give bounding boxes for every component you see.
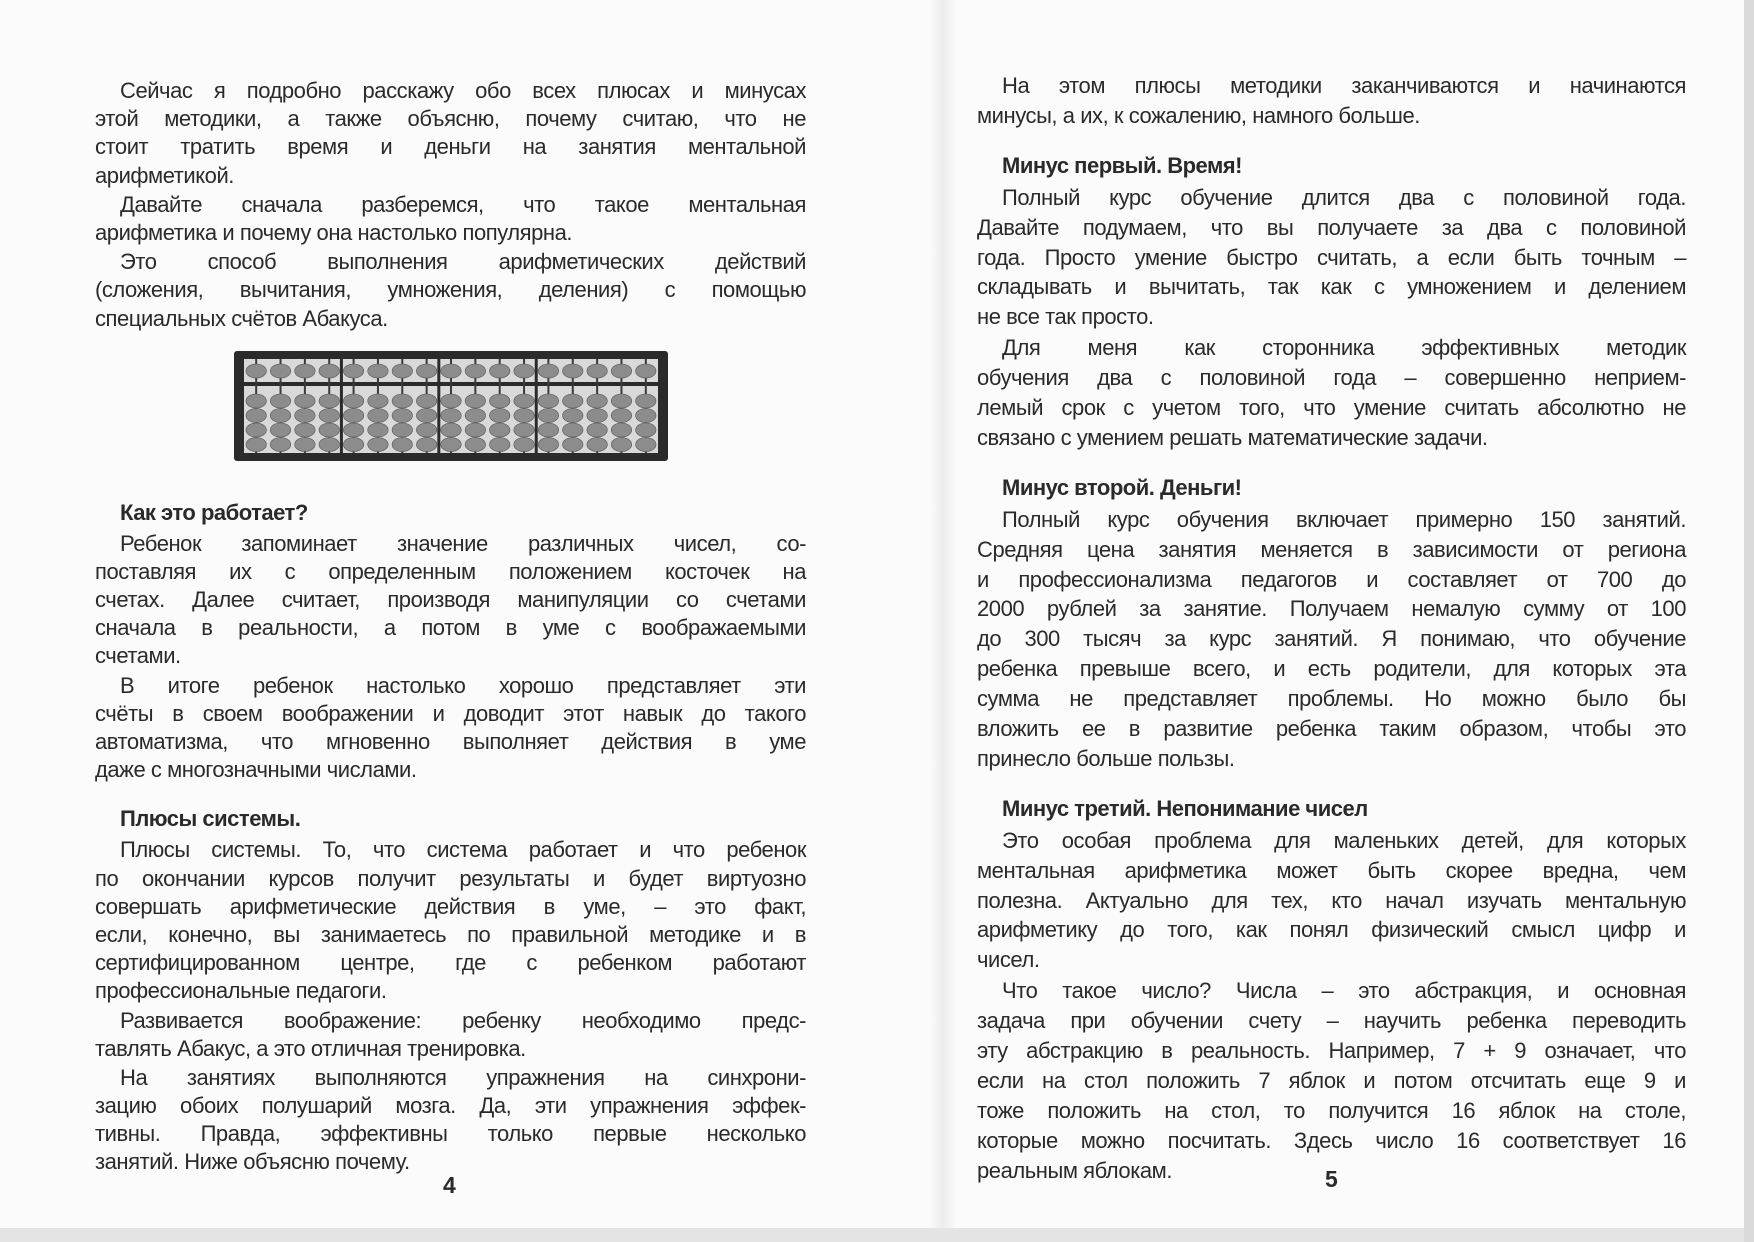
- text-line: сертифицированном центре, где с ребенком работают: [95, 950, 806, 976]
- text-line: Средняя цена занятия меняется в зависимости от региона: [977, 536, 1686, 562]
- text-line: ребенка превыше всего, и есть родители, для которых эта: [977, 656, 1686, 682]
- text-line: если, конечно, вы занимаетесь по правильной методике и в: [95, 921, 806, 947]
- text-line: года. Просто умение быстро считать, а если быть точным –: [977, 244, 1686, 270]
- paragraph: [95, 530, 806, 671]
- abacus-bead: [295, 394, 315, 408]
- abacus-bead: [465, 394, 485, 408]
- abacus-bead: [514, 423, 534, 437]
- abacus-bead: [270, 394, 290, 408]
- text-line: полезна. Актуально для тех, кто начал изучать ментальную: [977, 887, 1686, 913]
- abacus-bead: [343, 364, 363, 378]
- abacus-bead: [392, 423, 412, 437]
- abacus-divider: [437, 359, 440, 453]
- text-line: Для меня как сторонника эффективных методик: [1002, 335, 1686, 361]
- text-line: лемый срок с учетом того, что умение считать абсолютно не: [977, 395, 1686, 421]
- text-line: Ребенок запоминает значение различных чисел, со-: [120, 530, 806, 556]
- text-line: (сложения, вычитания, умножения, деления) с помощью: [95, 277, 806, 303]
- abacus-bead: [465, 364, 485, 378]
- paragraph: [977, 976, 1686, 1185]
- text-line: Развивается воображение: ребенку необходимо предс-: [120, 1007, 806, 1033]
- abacus-bead: [489, 394, 509, 408]
- abacus-bead: [295, 437, 315, 451]
- text-line: складывать и вычитать, так как с умножением и делением: [977, 274, 1686, 300]
- book-gutter: [930, 0, 956, 1242]
- page-edge: [1744, 0, 1754, 1242]
- paragraph: [95, 1007, 806, 1063]
- abacus-bead: [392, 394, 412, 408]
- abacus-bead: [611, 423, 631, 437]
- abacus-bead: [392, 364, 412, 378]
- text-line: до 300 тысяч за курс занятий. Я понимаю, что обучение: [977, 626, 1686, 652]
- text-line: счетами.: [95, 643, 181, 669]
- text-line: задача при обучении счету – научить ребенка переводить: [977, 1008, 1686, 1034]
- text-line: зацию обоих полушарий мозга. Да, эти упражнения эффек-: [95, 1093, 806, 1119]
- abacus-bead: [611, 408, 631, 422]
- abacus-bead: [295, 423, 315, 437]
- text-line: ментальная арифметика может быть скорее вредна, чем: [977, 857, 1686, 883]
- abacus-bead: [392, 408, 412, 422]
- abacus-bead: [270, 423, 290, 437]
- abacus-bead: [636, 423, 656, 437]
- abacus-bead: [441, 394, 461, 408]
- text-line: профессиональные педагоги.: [95, 978, 387, 1004]
- abacus-bead: [563, 437, 583, 451]
- text-line: этой методики, а также объясню, почему считаю, что не: [95, 106, 806, 132]
- abacus-bead: [343, 423, 363, 437]
- abacus-bead: [295, 408, 315, 422]
- abacus-bead: [489, 423, 509, 437]
- abacus-bead: [563, 364, 583, 378]
- text-line: арифметику до того, как понял физический смысл цифр и: [977, 917, 1686, 943]
- section-heading: Как это работает?: [120, 499, 308, 525]
- abacus-bead: [246, 394, 266, 408]
- abacus-bead: [392, 437, 412, 451]
- abacus-bead: [611, 437, 631, 451]
- text-line: тоже положить на стол, то получится 16 яблок на столе,: [977, 1097, 1686, 1123]
- text-line: эту абстракцию в реальность. Например, 7 + 9 означает, что: [977, 1038, 1686, 1064]
- text-line: чисел.: [977, 947, 1040, 973]
- text-line: тавлять Абакус, а это отличная тренировка.: [95, 1035, 526, 1061]
- text-line: занятий. Ниже объясню почему.: [95, 1149, 410, 1175]
- abacus-bead: [611, 394, 631, 408]
- paragraph: [95, 248, 806, 333]
- abacus-bead: [441, 437, 461, 451]
- abacus-bead: [319, 423, 339, 437]
- abacus-bead: [368, 437, 388, 451]
- text-line: реальным яблокам.: [977, 1157, 1172, 1183]
- abacus-image: [232, 349, 670, 463]
- text-line: счетах. Далее считает, производя манипуляции со счетами: [95, 587, 806, 613]
- text-line: арифметика и почему она настолько популярна.: [95, 219, 573, 245]
- text-line: Полный курс обучение длится два с половиной года.: [1002, 184, 1686, 210]
- page-left: [95, 76, 806, 1177]
- abacus-bead: [538, 408, 558, 422]
- abacus-bead: [319, 437, 339, 451]
- abacus-bead: [489, 437, 509, 451]
- abacus-bead: [368, 423, 388, 437]
- abacus-bead: [514, 394, 534, 408]
- abacus-bead: [611, 364, 631, 378]
- paragraph: [95, 1064, 806, 1177]
- paragraph: [977, 183, 1686, 332]
- text-line: принесло больше пользы.: [977, 745, 1235, 771]
- abacus-bead: [465, 408, 485, 422]
- text-line: арифметикой.: [95, 162, 234, 188]
- text-line: Что такое число? Числа – это абстракция, и основная: [1002, 978, 1686, 1004]
- abacus-bead: [465, 423, 485, 437]
- abacus-bead: [319, 394, 339, 408]
- paragraph: [977, 71, 1686, 131]
- abacus-bead: [514, 364, 534, 378]
- text-line: Это способ выполнения арифметических действий: [120, 249, 806, 275]
- abacus-bead: [416, 408, 436, 422]
- text-line: Полный курс обучения включает примерно 150 занятий.: [1002, 506, 1686, 532]
- text-line: если на стол положить 7 яблок и потом отсчитать еще 9 и: [977, 1067, 1686, 1093]
- abacus-bead: [587, 394, 607, 408]
- abacus-bead: [270, 364, 290, 378]
- abacus-bead: [295, 364, 315, 378]
- section-heading: Плюсы системы.: [120, 806, 301, 832]
- abacus-bead: [489, 364, 509, 378]
- text-line: совершать арифметические действия в уме, – это факт,: [95, 893, 806, 919]
- text-line: поставляя их с определенным положением косточек на: [95, 558, 806, 584]
- text-line: вложить ее в развитие ребенка таким образом, чтобы это: [977, 716, 1686, 742]
- text-line: и профессионализма педагогов и составляет от 700 до: [977, 566, 1686, 592]
- abacus-bead: [538, 394, 558, 408]
- abacus-bead: [587, 408, 607, 422]
- abacus-bead: [416, 423, 436, 437]
- abacus-bead: [636, 437, 656, 451]
- abacus-bead: [246, 364, 266, 378]
- abacus-bead: [343, 437, 363, 451]
- abacus-bead: [636, 364, 656, 378]
- text-line: связано с умением решать математические задачи.: [977, 424, 1488, 450]
- paragraph: [95, 672, 806, 785]
- abacus-bead: [465, 437, 485, 451]
- text-line: счёты в своем воображении и доводит этот навык до такого: [95, 700, 806, 726]
- text-line: автоматизма, что мгновенно выполняет действия в уме: [95, 729, 806, 754]
- text-line: по окончании курсов получит результаты и будет виртуозно: [95, 865, 806, 891]
- abacus-bead: [270, 437, 290, 451]
- text-line: минусы, а их, к сожалению, намного больше.: [977, 102, 1420, 128]
- text-line: Давайте сначала разберемся, что такое ментальная: [120, 191, 806, 217]
- abacus-bead: [587, 364, 607, 378]
- abacus-bead: [270, 408, 290, 422]
- abacus-bead: [538, 364, 558, 378]
- abacus-bead: [416, 437, 436, 451]
- section-heading: Минус третий. Непонимание чисел: [1002, 795, 1368, 821]
- abacus-bead: [246, 437, 266, 451]
- page-number: 5: [1325, 1166, 1338, 1192]
- abacus-bead: [489, 408, 509, 422]
- abacus-bead: [441, 364, 461, 378]
- text-line: 2000 рублей за занятие. Получаем немалую сумму от 100: [977, 596, 1686, 622]
- abacus-bead: [441, 423, 461, 437]
- abacus-bead: [563, 394, 583, 408]
- text-line: даже с многозначными числами.: [95, 757, 417, 783]
- abacus-divider: [340, 359, 343, 453]
- abacus-bead: [563, 423, 583, 437]
- text-line: специальных счётов Абакуса.: [95, 305, 388, 331]
- abacus-bead: [514, 437, 534, 451]
- text-line: стоит тратить время и деньги на занятия ментальной: [95, 134, 806, 160]
- paragraph: [977, 505, 1686, 774]
- page-edge: [0, 1228, 1754, 1242]
- abacus-bead: [563, 408, 583, 422]
- abacus-bead: [319, 408, 339, 422]
- paragraph: [977, 826, 1686, 975]
- text-line: Это особая проблема для маленьких детей, для которых: [1002, 827, 1686, 853]
- abacus-bead: [368, 394, 388, 408]
- text-line: не все так просто.: [977, 304, 1154, 330]
- abacus-bead: [587, 423, 607, 437]
- text-line: обучения два с половиной года – совершенно неприем-: [977, 365, 1686, 391]
- abacus-bead: [416, 364, 436, 378]
- paragraph: [95, 836, 806, 1005]
- text-line: Давайте подумаем, что вы получаете за два с половиной: [977, 214, 1686, 240]
- text-line: Плюсы системы. То, что система работает и что ребенок: [120, 837, 806, 863]
- abacus-divider: [535, 359, 538, 453]
- paragraph: [977, 333, 1686, 453]
- abacus-bead: [636, 408, 656, 422]
- paragraph: [95, 77, 806, 190]
- text-line: которые можно посчитать. Здесь число 16 соответствует 16: [977, 1127, 1686, 1153]
- abacus-bead: [587, 437, 607, 451]
- abacus-bead: [368, 364, 388, 378]
- abacus-bead: [538, 437, 558, 451]
- text-line: сумма не представляет проблемы. Но можно было бы: [977, 686, 1686, 712]
- abacus-bead: [343, 394, 363, 408]
- page-right: [977, 70, 1686, 1186]
- text-line: тивны. Правда, эффективны только первые несколько: [95, 1121, 806, 1147]
- section-heading: Минус первый. Время!: [1002, 152, 1242, 178]
- abacus-bead: [246, 408, 266, 422]
- abacus-bead: [538, 423, 558, 437]
- text-line: В итоге ребенок настолько хорошо представляет эти: [120, 672, 806, 698]
- abacus-bead: [246, 423, 266, 437]
- text-line: На этом плюсы методики заканчиваются и начинаются: [1002, 73, 1686, 98]
- abacus-bead: [636, 394, 656, 408]
- abacus-bead: [343, 408, 363, 422]
- page-number: 4: [443, 1172, 456, 1198]
- abacus-bead: [441, 408, 461, 422]
- paragraph: [95, 191, 806, 247]
- abacus-bead: [416, 394, 436, 408]
- abacus-bead: [514, 408, 534, 422]
- text-line: сначала в реальности, а потом в уме с воображаемыми: [95, 615, 806, 641]
- section-heading: Минус второй. Деньги!: [1002, 474, 1242, 500]
- abacus-bead: [319, 364, 339, 378]
- text-line: На занятиях выполняются упражнения на синхрони-: [120, 1064, 806, 1090]
- abacus-bead: [368, 408, 388, 422]
- text-line: Сейчас я подробно расскажу обо всех плюсах и минусах: [120, 78, 806, 103]
